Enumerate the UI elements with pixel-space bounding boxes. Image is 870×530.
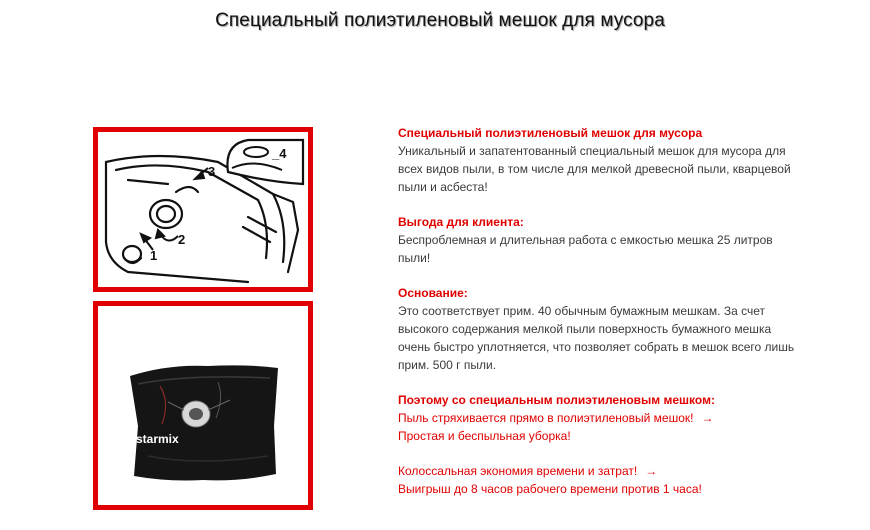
- benefit-line: пыли!: [398, 251, 431, 265]
- diagram-label-2: 2: [178, 232, 186, 247]
- intro-line: всех видов пыли, в том числе для мелкой древесной пыли, кварцевой: [398, 162, 791, 176]
- arrow-right-icon: →: [701, 411, 714, 425]
- arrow-right-icon: →: [645, 464, 658, 478]
- savings-line: [398, 462, 863, 480]
- bag-image: [98, 306, 308, 505]
- savings-line: Выигрыш до 8 часов рабочего времени против 1 часа!: [398, 482, 702, 496]
- section-savings: [398, 462, 863, 498]
- intro-heading: Специальный полиэтиленовый мешок для мусора: [398, 126, 703, 140]
- diagram-label-3: 3: [208, 164, 216, 179]
- reason-line: Это соответствует прим. 40 обычным бумажным мешкам. За счет: [398, 304, 765, 318]
- page-title: Специальный полиэтиленовый мешок для мусора: [215, 10, 665, 31]
- reason-line: высокого содержания мелкой пыли поверхность бумажного мешка: [398, 322, 772, 336]
- reason-heading: Основание:: [398, 286, 468, 300]
- result-heading: Поэтому со специальным полиэтиленовым мешком:: [398, 393, 715, 407]
- diagram-label-1: 1: [150, 248, 158, 263]
- reason-line: очень быстро уплотняется, что позволяет собрать в мешок всего лишь: [398, 340, 795, 354]
- bag-brand: starmix: [136, 432, 179, 446]
- reason-line: прим. 500 г пыли.: [398, 358, 497, 372]
- diagram-frame: [93, 127, 313, 292]
- benefit-line: Беспроблемная и длительная работа с емкостью мешка 25 литров: [398, 233, 773, 247]
- result-line-text: Пыль стряхивается прямо в полиэтиленовый мешок!: [398, 411, 694, 425]
- benefit-heading: Выгода для клиента:: [398, 215, 524, 229]
- bag-mounting-diagram: [98, 132, 308, 287]
- diagram-label-4: _4: [272, 146, 287, 161]
- description-column: [398, 124, 863, 515]
- section-reason: [398, 284, 863, 374]
- intro-line: Уникальный и запатентованный специальный мешок для мусора для: [398, 144, 786, 158]
- intro-line: пыли и асбеста!: [398, 180, 488, 194]
- result-line: Простая и беспыльная уборка!: [398, 429, 571, 443]
- bag-photo-frame: [93, 301, 313, 510]
- section-intro: [398, 124, 863, 196]
- section-result: [398, 391, 863, 445]
- section-benefit: [398, 213, 863, 267]
- savings-line-text: Колоссальная экономия времени и затрат!: [398, 464, 638, 478]
- result-line: [398, 409, 863, 427]
